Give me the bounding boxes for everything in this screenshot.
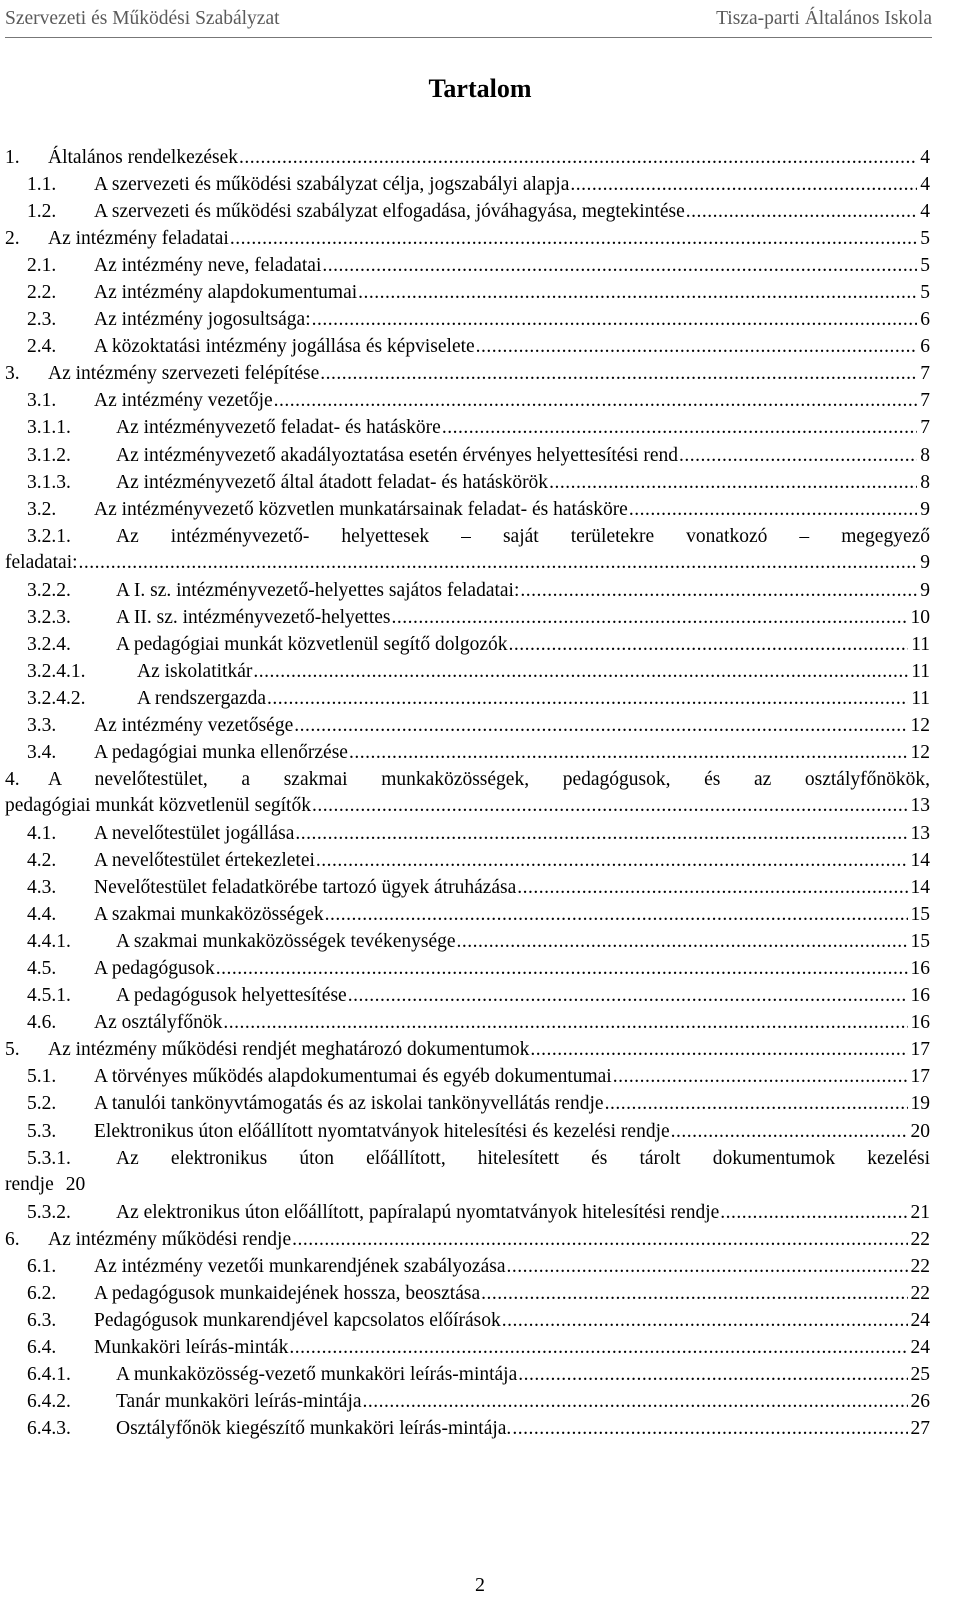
toc-entry-page: 5	[920, 255, 930, 277]
toc-entry-title-continued: pedagógiai munkát közvetlenül segítők	[5, 794, 311, 816]
toc-entry[interactable]	[5, 767, 930, 821]
toc-entry-number: 3.2.2.	[27, 579, 71, 601]
toc-entry[interactable]	[5, 1416, 930, 1443]
toc-entry-number: 3.1.	[27, 390, 57, 412]
toc-entry[interactable]	[5, 199, 930, 226]
toc-entry[interactable]	[5, 1091, 930, 1118]
toc-entry-number: 5.3.2.	[27, 1201, 71, 1223]
toc-entry-number: 4.4.	[27, 904, 57, 926]
toc-entry[interactable]	[5, 226, 930, 253]
toc-entry-page: 24	[910, 1309, 930, 1331]
toc-entry-leader	[230, 226, 917, 252]
toc-entry-title: Az intézmény jogosultsága:	[94, 309, 311, 331]
toc-entry-title: A szakmai munkaközösségek tevékenysége	[116, 931, 456, 953]
toc-entry-leader	[349, 740, 908, 766]
toc-entry-number: 6.4.3.	[27, 1417, 71, 1439]
toc-entry-leader	[686, 199, 918, 225]
toc-entry-number: 2.	[5, 228, 20, 250]
toc-entry[interactable]	[5, 443, 930, 470]
toc-entry-number: 4.6.	[27, 1012, 57, 1034]
toc-entry-leader	[517, 875, 907, 901]
toc-entry-leader	[671, 1119, 908, 1145]
toc-entry-number: 1.	[5, 147, 20, 168]
toc-entry-number: 5.3.1.	[27, 1147, 71, 1169]
toc-entry-title: Az intézmény vezetője	[94, 390, 273, 412]
toc-entry-leader	[502, 1308, 908, 1334]
toc-entry[interactable]	[5, 307, 930, 334]
toc-entry-title: Az intézményvezető által átadott feladat- és hatáskörök	[116, 471, 549, 493]
toc-entry-leader	[358, 280, 917, 306]
toc-entry[interactable]	[5, 1119, 930, 1146]
toc-entry-page: 8	[920, 444, 930, 466]
toc-entry-title: A nevelőtestület értekezletei	[94, 850, 315, 872]
toc-entry-title: Az osztályfőnök	[94, 1012, 223, 1034]
toc-entry-page: 7	[920, 390, 930, 412]
toc-entry-leader	[325, 902, 908, 928]
toc-entry-leader	[223, 1010, 907, 1036]
toc-entry-leader	[549, 470, 917, 496]
toc-entry-leader	[392, 605, 908, 631]
toc-entry-leader	[320, 361, 917, 387]
toc-entry[interactable]	[5, 929, 930, 956]
header-document-title: Szervezeti és Működési Szabályzat	[5, 8, 280, 29]
toc-entry[interactable]	[5, 1146, 930, 1200]
toc-entry-page: 7	[920, 417, 930, 439]
toc-entry-number: 3.2.1.	[27, 525, 71, 547]
toc-entry-leader	[613, 1064, 908, 1090]
toc-entry-leader	[442, 415, 917, 441]
toc-entry-page: 22	[910, 1228, 930, 1250]
toc-entry-number: 3.2.4.1.	[27, 660, 86, 682]
toc-entry-title: Az intézmény vezetői munkarendjének szabályozása	[94, 1255, 506, 1277]
toc-entry[interactable]	[5, 280, 930, 307]
toc-entry[interactable]	[5, 1362, 930, 1389]
toc-entry-number: 4.2.	[27, 850, 57, 872]
toc-entry[interactable]	[5, 740, 930, 767]
toc-entry-number: 2.1.	[27, 255, 57, 277]
toc-entry-title: Osztályfőnök kiegészítő munkaköri leírás-mintája.	[116, 1417, 512, 1439]
toc-entry-leader	[312, 307, 918, 333]
toc-entry[interactable]	[5, 1064, 930, 1091]
toc-entry-number: 5.3.	[27, 1120, 57, 1142]
toc-entry-title: A rendszergazda	[137, 687, 267, 709]
toc-entry-leader	[322, 253, 917, 279]
toc-entry-title: Az intézményvezető- helyettesek – saját területekre vonatkozó – megegyező	[116, 525, 930, 547]
toc-entry-leader	[294, 713, 907, 739]
toc-entry[interactable]	[5, 1037, 930, 1064]
toc-entry-leader	[289, 1335, 907, 1361]
toc-entry-page: 27	[910, 1417, 930, 1439]
toc-entry-page: 15	[910, 931, 930, 953]
toc-entry-leader	[316, 848, 908, 874]
toc-entry[interactable]	[5, 1227, 930, 1254]
toc-entry-number: 6.1.	[27, 1255, 57, 1277]
toc-entry-title: A szervezeti és működési szabályzat elfogadása, jóváhagyása, megtekintése	[94, 201, 685, 223]
toc-entry-title: Elektronikus úton előállított nyomtatványok hitelesítési és kezelési rendje	[94, 1120, 670, 1142]
toc-entry-page: 4	[920, 174, 930, 196]
toc-entry-page: 6	[920, 336, 930, 358]
toc-entry-title: A törvényes működés alapdokumentumai és egyéb dokumentumai	[94, 1066, 612, 1088]
toc-entry[interactable]	[5, 1010, 930, 1037]
toc-entry-number: 5.2.	[27, 1093, 57, 1115]
table-of-contents	[5, 145, 930, 1443]
toc-entry-number: 6.	[5, 1228, 20, 1250]
toc-entry[interactable]	[5, 172, 930, 199]
toc-entry-leader	[216, 956, 908, 982]
toc-entry[interactable]	[5, 497, 930, 524]
toc-entry-title: A I. sz. intézményvezető-helyettes sajátos feladatai:	[116, 579, 520, 601]
toc-entry-title: A közoktatási intézmény jogállása és képviselete	[94, 336, 475, 358]
toc-entry-title: Az elektronikus úton előállított, papíralapú nyomtatványok hitelesítési rendje	[116, 1201, 720, 1223]
toc-entry-title: A pedagógiai munka ellenőrzése	[94, 741, 348, 763]
toc-entry-title: Az intézmény neve, feladatai	[94, 255, 322, 277]
toc-entry-number: 3.1.2.	[27, 444, 71, 466]
toc-entry-number: 3.3.	[27, 714, 57, 736]
toc-entry-title: Az intézmény működési rendjét meghatározó dokumentumok	[48, 1039, 530, 1061]
toc-entry-page: 16	[910, 1012, 930, 1034]
toc-entry-page: 11	[911, 687, 930, 709]
toc-entry[interactable]	[5, 1254, 930, 1281]
toc-entry-number: 2.3.	[27, 309, 57, 331]
toc-entry-leader	[679, 443, 917, 469]
toc-entry[interactable]	[5, 361, 930, 388]
toc-entry[interactable]	[5, 1389, 930, 1416]
toc-entry-title-continued: feladatai:	[5, 551, 78, 573]
toc-entry-title: Pedagógusok munkarendjével kapcsolatos előírások	[94, 1309, 501, 1331]
toc-entry-leader	[570, 172, 917, 198]
page-header	[5, 4, 932, 34]
toc-entry-title: A II. sz. intézményvezető-helyettes	[116, 606, 391, 628]
toc-entry[interactable]	[5, 388, 930, 415]
toc-entry-page: 12	[910, 714, 930, 736]
toc-entry-leader	[518, 1362, 907, 1388]
toc-entry-number: 3.1.3.	[27, 471, 71, 493]
toc-entry-page: 4	[920, 201, 930, 223]
toc-entry-page: 22	[910, 1282, 930, 1304]
toc-entry-number: 6.3.	[27, 1309, 57, 1331]
toc-entry-title: A pedagógusok helyettesítése	[116, 985, 347, 1007]
toc-entry-title: Az intézmény vezetősége	[94, 714, 294, 736]
toc-entry-leader	[476, 334, 918, 360]
toc-entry-page: 13	[910, 794, 930, 816]
toc-entry-title: Az intézményvezető közvetlen munkatársainak feladat- és hatásköre	[94, 498, 628, 520]
toc-entry-number: 3.4.	[27, 741, 57, 763]
toc-entry[interactable]	[5, 821, 930, 848]
toc-entry-page: 5	[920, 228, 930, 250]
toc-entry-title: Az intézményvezető akadályoztatása esetén érvényes helyettesítési rend	[116, 444, 678, 466]
toc-entry-number: 3.2.4.2.	[27, 687, 86, 709]
toc-entry-title: Az iskolatitkár	[137, 660, 253, 682]
toc-entry-number: 3.1.1.	[27, 417, 71, 439]
toc-entry[interactable]	[5, 875, 930, 902]
toc-entry[interactable]	[5, 145, 930, 172]
toc-entry-number: 3.2.3.	[27, 606, 71, 628]
toc-entry-page: 17	[910, 1039, 930, 1061]
toc-entry-page: 11	[911, 660, 930, 682]
toc-entry[interactable]	[5, 632, 930, 659]
toc-entry[interactable]	[5, 253, 930, 280]
toc-entry-page: 16	[910, 958, 930, 980]
toc-entry-leader	[79, 550, 918, 576]
toc-entry-number: 3.2.4.	[27, 633, 71, 655]
header-school-name: Tisza-parti Általános Iskola	[716, 8, 932, 29]
toc-entry-page: 19	[910, 1093, 930, 1115]
page-number: 2	[475, 1574, 485, 1596]
toc-entry-title: A szakmai munkaközösségek	[94, 904, 324, 926]
toc-entry-page: 12	[910, 741, 930, 763]
toc-entry-page: 25	[910, 1363, 930, 1385]
toc-entry-leader	[253, 659, 908, 685]
toc-entry-number: 1.1.	[27, 174, 57, 196]
toc-entry-title: Nevelőtestület feladatkörébe tartozó ügyek átruházása	[94, 877, 517, 899]
toc-entry-leader	[292, 1227, 907, 1253]
toc-entry-title: A nevelőtestület jogállása	[94, 822, 295, 844]
toc-entry-number: 6.4.2.	[27, 1390, 71, 1412]
toc-entry-page: 5	[920, 282, 930, 304]
toc-entry-number: 2.4.	[27, 336, 57, 358]
toc-entry[interactable]	[5, 470, 930, 497]
toc-entry-number: 5.	[5, 1039, 20, 1061]
toc-entry-number: 4.5.1.	[27, 985, 71, 1007]
toc-entry-leader	[267, 686, 908, 712]
toc-entry-title: Az intézmény alapdokumentumai	[94, 282, 358, 304]
toc-entry-title-continued: rendje	[5, 1173, 54, 1195]
toc-entry[interactable]	[5, 659, 930, 686]
toc-entry-title: A pedagógiai munkát közvetlenül segítő dolgozók	[116, 633, 508, 655]
toc-entry-title: A pedagógusok munkaidejének hossza, beosztása	[94, 1282, 481, 1304]
toc-entry-number: 4.3.	[27, 877, 57, 899]
toc-entry-leader	[348, 983, 908, 1009]
toc-entry-leader	[295, 821, 907, 847]
toc-entry-leader	[629, 497, 917, 523]
toc-entry[interactable]	[5, 334, 930, 361]
toc-entry-leader	[720, 1200, 907, 1226]
toc-entry-number: 4.	[5, 768, 20, 790]
toc-entry-title: Az elektronikus úton előállított, hitelesített és tárolt dokumentumok kezelési	[116, 1147, 930, 1169]
toc-entry-number: 3.	[5, 363, 20, 385]
page-title: Tartalom	[428, 74, 532, 103]
toc-entry-title: Az intézmény feladatai	[48, 228, 229, 250]
toc-entry-number: 3.2.	[27, 498, 57, 520]
toc-entry-page: 9	[920, 579, 930, 601]
toc-entry[interactable]	[5, 848, 930, 875]
toc-entry-number: 6.4.1.	[27, 1363, 71, 1385]
toc-entry-page: 9	[920, 551, 930, 573]
toc-entry-page: 17	[910, 1066, 930, 1088]
toc-entry-page: 22	[910, 1255, 930, 1277]
toc-entry-page: 21	[910, 1201, 930, 1223]
toc-entry-leader	[506, 1254, 907, 1280]
toc-entry-page: 20	[910, 1120, 930, 1142]
toc-entry-number: 1.2.	[27, 201, 57, 223]
toc-entry-leader	[363, 1389, 908, 1415]
toc-entry-leader	[512, 1416, 907, 1442]
toc-entry-page: 7	[920, 363, 930, 385]
toc-entry[interactable]	[5, 1281, 930, 1308]
toc-entry-leader	[520, 578, 917, 604]
toc-entry-page: 20	[65, 1173, 86, 1195]
toc-entry-page: 26	[910, 1390, 930, 1412]
toc-entry-title: Az intézmény szervezeti felépítése	[48, 363, 320, 385]
toc-entry-title: Az intézmény működési rendje	[48, 1228, 292, 1250]
header-divider	[5, 37, 932, 38]
toc-entry-leader	[239, 145, 917, 171]
toc-entry-page: 6	[920, 309, 930, 331]
toc-entry-number: 6.2.	[27, 1282, 57, 1304]
toc-entry-title: A nevelőtestület, a szakmai munkaközösségek, pedagógusok, és az osztályfőnökök,	[48, 768, 930, 790]
toc-entry-title: Munkaköri leírás-minták	[94, 1336, 289, 1358]
toc-entry-page: 14	[910, 877, 930, 899]
toc-entry[interactable]	[5, 713, 930, 740]
toc-entry[interactable]	[5, 686, 930, 713]
toc-entry-title: A munkaközösség-vezető munkaköri leírás-mintája	[116, 1363, 518, 1385]
toc-entry[interactable]	[5, 956, 930, 983]
toc-entry-title: A tanulói tankönyvtámogatás és az iskolai tankönyvellátás rendje	[94, 1093, 604, 1115]
toc-entry-leader	[274, 388, 918, 414]
toc-entry-number: 6.4.	[27, 1336, 57, 1358]
toc-entry-title: A pedagógusok	[94, 958, 215, 980]
toc-entry-page: 13	[910, 822, 930, 844]
toc-entry[interactable]	[5, 524, 930, 578]
toc-entry[interactable]	[5, 902, 930, 929]
toc-entry[interactable]	[5, 1308, 930, 1335]
toc-entry-leader	[481, 1281, 907, 1307]
toc-entry[interactable]	[5, 578, 930, 605]
toc-entry-page: 14	[910, 850, 930, 872]
toc-entry[interactable]	[5, 983, 930, 1010]
toc-entry-page: 9	[920, 498, 930, 520]
toc-entry-number: 5.1.	[27, 1066, 57, 1088]
toc-entry-number: 4.1.	[27, 822, 57, 844]
toc-entry-page: 24	[910, 1336, 930, 1358]
toc-entry-page: 8	[920, 471, 930, 493]
toc-entry-leader	[605, 1091, 908, 1117]
toc-entry-number: 4.5.	[27, 958, 57, 980]
toc-entry-title: A szervezeti és működési szabályzat célja, jogszabályi alapja	[94, 174, 570, 196]
toc-entry-page: 10	[910, 606, 930, 628]
toc-entry-title: Tanár munkaköri leírás-mintája	[116, 1390, 362, 1412]
toc-entry-number: 4.4.1.	[27, 931, 71, 953]
toc-entry-number: 2.2.	[27, 282, 57, 304]
toc-entry-page: 15	[910, 904, 930, 926]
toc-entry-page: 16	[910, 985, 930, 1007]
toc-entry-leader	[312, 793, 908, 819]
toc-entry-leader	[457, 929, 908, 955]
toc-entry-leader	[509, 632, 909, 658]
toc-entry-title: Általános rendelkezések	[48, 147, 239, 168]
toc-entry[interactable]	[5, 415, 930, 442]
toc-entry[interactable]	[5, 605, 930, 632]
toc-entry-page: 11	[911, 633, 930, 655]
toc-entry-leader	[530, 1037, 907, 1063]
toc-entry[interactable]	[5, 1200, 930, 1227]
toc-entry-title: Az intézményvezető feladat- és hatásköre	[116, 417, 441, 439]
toc-entry-page: 4	[920, 147, 930, 168]
toc-entry[interactable]	[5, 1335, 930, 1362]
